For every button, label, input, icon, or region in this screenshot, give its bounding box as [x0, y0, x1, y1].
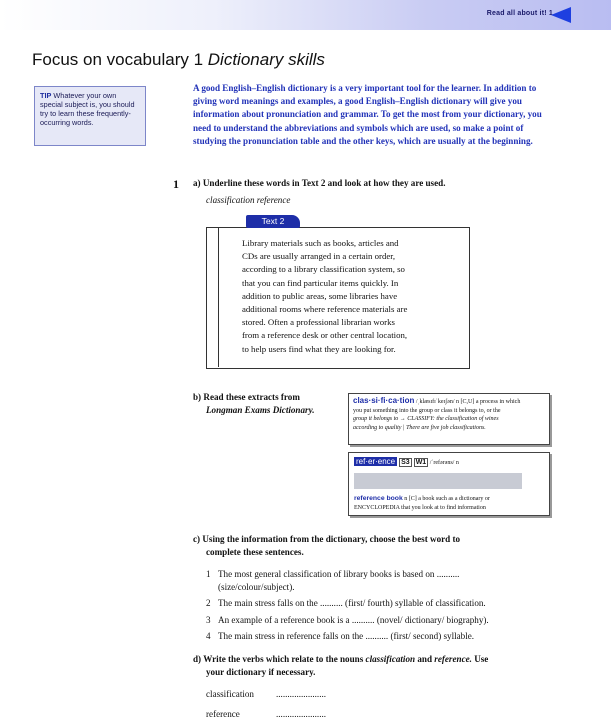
- list-item: [206, 598, 486, 608]
- question-d-line1c: and: [417, 654, 433, 664]
- dictionary-entry-reference: [348, 452, 550, 516]
- question-a-label: a): [193, 178, 201, 188]
- dict1-line1: /ˌklæsɪfɪˈkeɪʃən/ n [C,U] a process in which: [415, 399, 521, 405]
- dict2-hidden-text-bar: [354, 473, 522, 489]
- item-number: 1: [206, 569, 211, 579]
- text2-line: additional rooms where reference materials are: [242, 304, 408, 315]
- question-d-line1d: reference.: [434, 654, 472, 664]
- dict1-line3: group it belongs to → CLASSIFY: the classification of wines: [353, 416, 499, 423]
- text2-line: stored. Often a professional librarian works: [242, 317, 395, 328]
- text2-line: to help users find what they are looking for.: [242, 343, 396, 354]
- dict1-headword: clas·si·fi·ca·tion: [353, 396, 415, 405]
- running-header: Read all about it! 1: [486, 10, 553, 17]
- question-c-label: c): [193, 534, 201, 544]
- text2-body: [242, 237, 462, 356]
- text2-tab: Text 2: [246, 215, 300, 228]
- fill-reference-label: reference: [206, 709, 240, 719]
- question-b-line2: Longman Exams Dictionary.: [206, 405, 315, 415]
- text2-line: addition to public areas, some libraries have: [242, 290, 398, 301]
- dictionary-entry-classification: [348, 393, 550, 445]
- page-title: [32, 50, 325, 70]
- list-item: [206, 631, 474, 641]
- item-text: The main stress falls on the .......... (first/ fourth) syllable of classification.: [218, 598, 486, 608]
- item-number: 4: [206, 631, 211, 641]
- fill-reference-blank[interactable]: ......................: [276, 709, 327, 719]
- tip-label: TIP: [40, 91, 52, 100]
- text2-line: CDs are usually arranged in a certain order,: [242, 251, 396, 262]
- title-main: Focus on vocabulary 1: [32, 50, 204, 69]
- question-a-words: classification reference: [206, 195, 291, 205]
- dict2-pron: /ˈrefərəns/ n: [429, 460, 459, 466]
- question-b: [193, 392, 300, 402]
- text2-line: according to a library classification system, so: [242, 264, 405, 275]
- tip-box: [34, 86, 146, 146]
- fill-classification-label: classification: [206, 689, 254, 699]
- dict2-def-line2: ENCYCLOPEDIA that you look at to find information: [354, 504, 486, 511]
- list-item-continuation: (size/colour/subject).: [218, 582, 295, 592]
- question-b-label: b): [193, 392, 202, 402]
- question-d-label: d): [193, 654, 202, 664]
- tip-text: Whatever your own special subject is, you should try to learn these frequently-occurring words.: [40, 91, 135, 127]
- dict1-line2: you put something into the group or class it belongs to, or the: [353, 407, 501, 414]
- dict2-w1-badge: W1: [415, 459, 427, 466]
- question-d: [193, 654, 488, 664]
- question-c-line1: Using the information from the dictionary, choose the best word to: [202, 534, 461, 544]
- list-item: [206, 569, 459, 579]
- text2-line: Library materials such as books, articles and: [242, 238, 399, 248]
- question-a: [193, 178, 445, 188]
- question-number: 1: [173, 177, 179, 191]
- dict2-s3-badge: S3: [401, 459, 410, 466]
- text2-line: from a reference desk or other central location,: [242, 330, 408, 341]
- question-c: [193, 534, 460, 544]
- item-number: 3: [206, 615, 211, 625]
- dict2-def-head: reference book: [354, 495, 403, 502]
- question-b-line1: Read these extracts from: [203, 392, 300, 402]
- text2-line: that you can find particular items quickly. In: [242, 277, 399, 288]
- item-number: 2: [206, 598, 211, 608]
- question-d-line1a: Write the verbs which relate to the nouns: [203, 654, 364, 664]
- fill-classification-blank[interactable]: ......................: [276, 689, 327, 699]
- arrow-left-icon: [551, 7, 571, 23]
- item-text: The main stress in reference falls on the .......... (first/ second) syllable.: [218, 631, 475, 641]
- item-text: The most general classification of library books is based on ..........: [218, 569, 460, 579]
- question-d-line2: your dictionary if necessary.: [206, 667, 316, 677]
- text2-margin-rule: [218, 227, 219, 367]
- question-d-line1e: Use: [474, 654, 489, 664]
- dict2-def-line1: n [C] a book such as a dictionary or: [404, 496, 490, 502]
- title-sub: Dictionary skills: [207, 50, 325, 69]
- dict2-headword: ref·er·ence: [356, 457, 396, 466]
- question-c-line2: complete these sentences.: [206, 547, 304, 557]
- item-text: An example of a reference book is a .......... (novel/ dictionary/ biography).: [218, 615, 489, 625]
- dict1-line4: according to quality | There are five job classifications.: [353, 424, 486, 431]
- intro-paragraph: A good English–English dictionary is a very important tool for the learner. In addition to giving word meanings and examples, a good English–English dictionary will give you information about pronunciation and grammar. To get the most from your dictionary, you need to understand the abbreviations and symbols which are used, so make a point of studying the pronunciation table and the other keys, which are usually at the beginning.: [193, 83, 542, 146]
- list-item: [206, 615, 489, 625]
- dict2-definition: [354, 495, 546, 512]
- question-a-text: Underline these words in Text 2 and look at how they are used.: [202, 178, 446, 188]
- question-d-line1b: classification: [365, 654, 416, 664]
